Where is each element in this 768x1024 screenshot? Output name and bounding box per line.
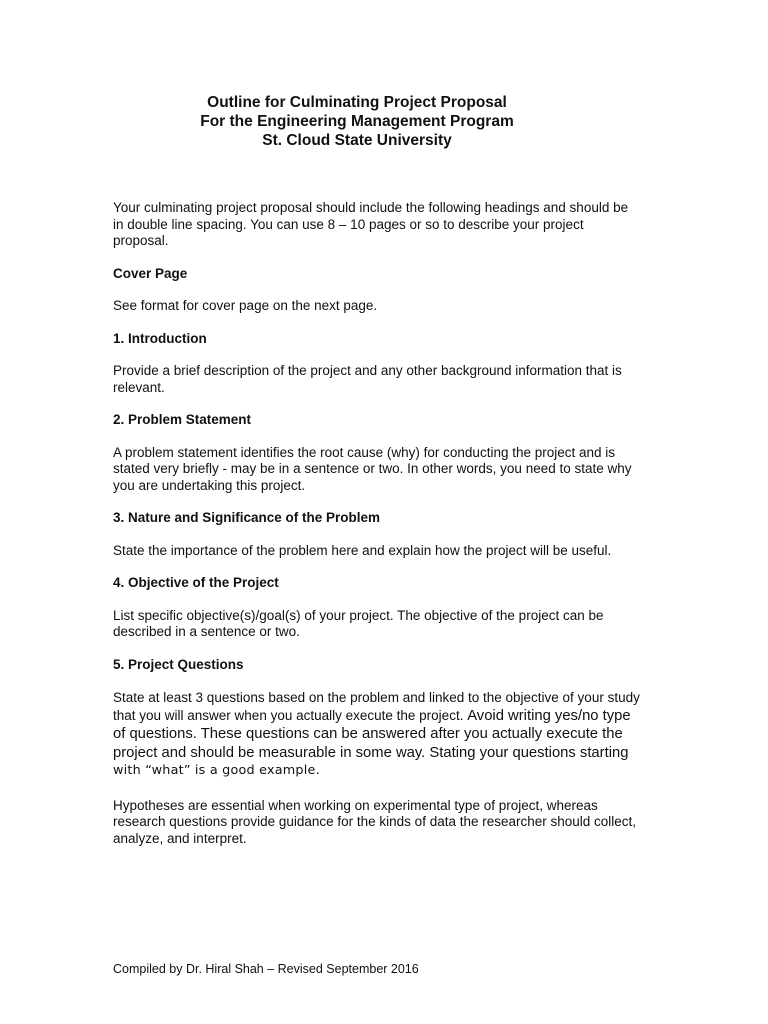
title-line-1: Outline for Culminating Project Proposal <box>207 94 507 111</box>
document-body <box>113 200 658 847</box>
project-questions-line-3: of questions. These questions can be answered after you actually execute the <box>113 726 623 742</box>
title-line-2: For the Engineering Management Program <box>200 113 514 130</box>
intro-line-2: in double line spacing. You can use 8 – 10 pages or so to describe your project <box>113 216 584 232</box>
introduction-line-1: Provide a brief description of the project and any other background information that is <box>113 363 622 378</box>
nature-significance-text: State the importance of the problem here and explain how the project will be useful. <box>113 542 612 558</box>
hypotheses-line-1: Hypotheses are essential when working on experimental type of project, whereas <box>113 797 598 813</box>
project-questions-paragraph <box>113 690 658 781</box>
objective-line-1: List specific objective(s)/goal(s) of your project. The objective of the project can be <box>113 607 604 623</box>
project-questions-line-2b: Avoid writing yes/no type <box>467 707 631 724</box>
cover-page-text: See format for cover page on the next page. <box>113 298 378 313</box>
title-line-3: St. Cloud State University <box>262 132 452 149</box>
problem-statement-line-3: you are undertaking this project. <box>113 477 306 493</box>
hypotheses-line-3: analyze, and interpret. <box>113 830 247 846</box>
introduction-heading: 1. Introduction <box>113 330 207 346</box>
project-questions-heading: 5. Project Questions <box>113 656 244 672</box>
cover-page-heading: Cover Page <box>113 265 188 281</box>
problem-statement-paragraph <box>113 445 658 495</box>
problem-statement-line-2: stated very briefly - may be in a sentence or two. In other words, you need to state why <box>113 461 632 476</box>
project-questions-line-2 <box>113 707 658 726</box>
project-questions-line-4: project and should be measurable in some way. Stating your questions starting <box>113 744 629 761</box>
project-questions-line-1: State at least 3 questions based on the problem and linked to the objective of your study <box>113 690 640 705</box>
intro-line-3: proposal. <box>113 233 169 248</box>
project-questions-line-5: with “what” is a good example. <box>113 763 320 778</box>
objective-paragraph <box>113 608 658 641</box>
page-footer: Compiled by Dr. Hiral Shah – Revised September 2016 <box>113 962 419 976</box>
objective-line-2: described in a sentence or two. <box>113 624 300 639</box>
intro-line-1: Your culminating project proposal should include the following headings and should be <box>113 200 629 215</box>
intro-paragraph <box>113 200 658 250</box>
objective-heading: 4. Objective of the Project <box>113 575 279 590</box>
document-title <box>0 93 714 150</box>
project-questions-line-2a: that you will answer when you actually execute the project. <box>113 707 468 723</box>
problem-statement-heading: 2. Problem Statement <box>113 412 252 427</box>
hypotheses-paragraph <box>113 798 658 848</box>
problem-statement-line-1: A problem statement identifies the root cause (why) for conducting the project and is <box>113 444 616 460</box>
nature-significance-heading: 3. Nature and Significance of the Problem <box>113 510 381 525</box>
introduction-line-2: relevant. <box>113 379 165 395</box>
introduction-paragraph <box>113 363 658 396</box>
hypotheses-line-2: research questions provide guidance for the kinds of data the researcher should collect, <box>113 814 637 829</box>
